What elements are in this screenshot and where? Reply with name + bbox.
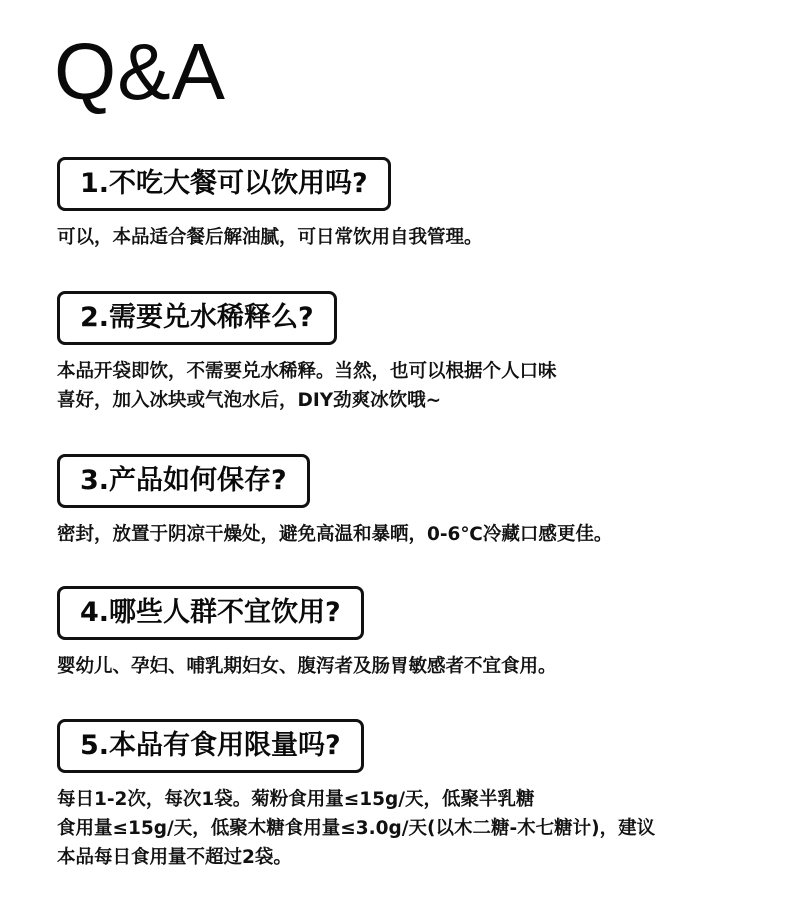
- answer-line: 婴幼儿、孕妇、哺乳期妇女、腹泻者及肠胃敏感者不宜食用。: [57, 656, 557, 677]
- qa-item-2: [57, 291, 757, 415]
- answer-line: 食用量≤15g/天，低聚木糖食用量≤3.0g/天(以木二糖-木七糖计)，建议: [57, 818, 656, 839]
- answer-line: 本品每日食用量不超过2袋。: [57, 847, 292, 868]
- answer-line: 喜好，加入冰块或气泡水后，DIY劲爽冰饮哦~: [57, 390, 442, 411]
- question-box: 2.需要兑水稀释么?: [57, 291, 337, 345]
- answer-line: 每日1-2次，每次1袋。菊粉食用量≤15g/天，低聚半乳糖: [57, 789, 535, 810]
- answer-text: [57, 357, 757, 415]
- question-box: 4.哪些人群不宜饮用?: [57, 586, 364, 640]
- answer-text: [57, 785, 757, 872]
- answer-line: 可以，本品适合餐后解油腻，可日常饮用自我管理。: [57, 227, 483, 248]
- answer-line: 本品开袋即饮，不需要兑水稀释。当然，也可以根据个人口味: [57, 361, 557, 382]
- question-box: 3.产品如何保存?: [57, 454, 310, 508]
- answer-text: [57, 520, 757, 549]
- qa-item-3: [57, 454, 757, 549]
- question-box: 1.不吃大餐可以饮用吗?: [57, 157, 391, 211]
- page-title: Q&A: [54, 27, 226, 116]
- answer-text: [57, 652, 757, 681]
- qa-item-5: [57, 719, 757, 872]
- question-box: 5.本品有食用限量吗?: [57, 719, 364, 773]
- answer-line: 密封，放置于阴凉干燥处，避免高温和暴晒，0-6℃冷藏口感更佳。: [57, 524, 613, 545]
- qa-item-4: [57, 586, 757, 681]
- qa-item-1: [57, 157, 757, 252]
- answer-text: [57, 223, 757, 252]
